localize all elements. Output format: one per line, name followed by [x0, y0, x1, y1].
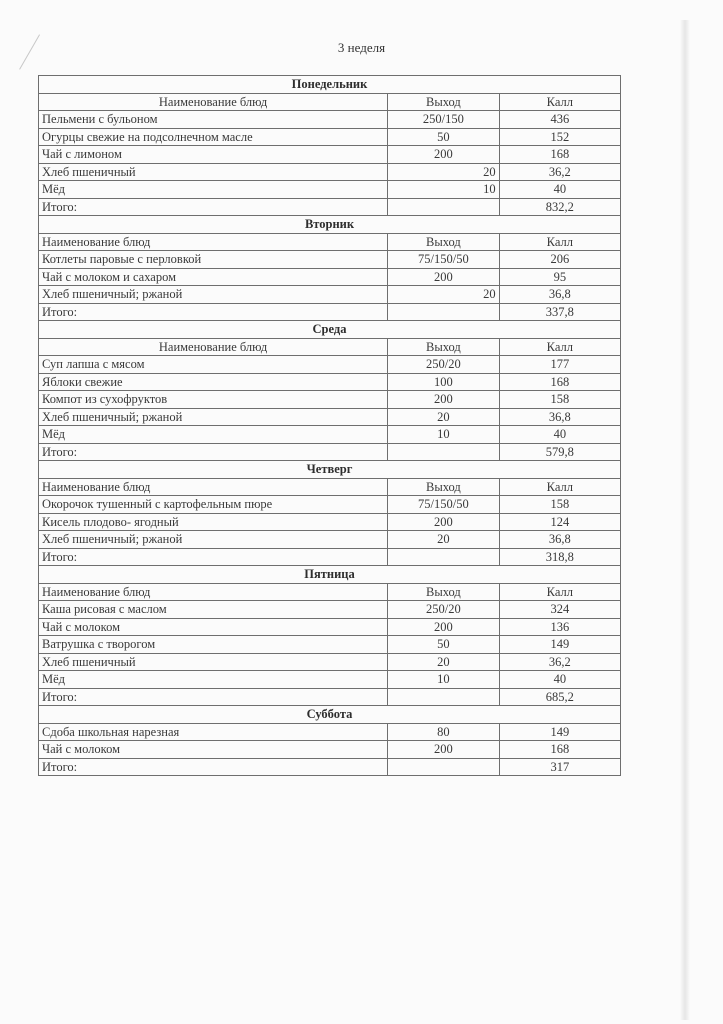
dish-output: 100 [388, 373, 500, 391]
day-heading-row [39, 706, 621, 724]
column-header-kcal: Калл [499, 338, 620, 356]
dish-kcal: 177 [499, 356, 620, 374]
dish-output: 20 [388, 408, 500, 426]
dish-kcal: 206 [499, 251, 620, 269]
dish-kcal: 168 [499, 146, 620, 164]
day-heading-row [39, 461, 621, 479]
table-row [39, 653, 621, 671]
table-row [39, 601, 621, 619]
dish-kcal: 36,2 [499, 653, 620, 671]
total-output-empty [388, 443, 500, 461]
day-heading-row [39, 566, 621, 584]
dish-output: 75/150/50 [388, 251, 500, 269]
dish-name: Пельмени с бульоном [39, 111, 388, 129]
weekly-menu-table [38, 75, 621, 776]
day-heading: Понедельник [39, 76, 621, 94]
table-row [39, 723, 621, 741]
total-label: Итого: [39, 688, 388, 706]
total-row [39, 548, 621, 566]
dish-name: Чай с молоком и сахаром [39, 268, 388, 286]
column-header-output: Выход [388, 233, 500, 251]
dish-name: Чай с молоком [39, 741, 388, 759]
table-row [39, 391, 621, 409]
dish-kcal: 40 [499, 671, 620, 689]
dish-kcal: 40 [499, 426, 620, 444]
column-header-row [39, 338, 621, 356]
dish-output: 50 [388, 636, 500, 654]
column-header-name: Наименование блюд [39, 583, 388, 601]
column-header-row [39, 233, 621, 251]
dish-name: Мёд [39, 426, 388, 444]
dish-output: 20 [388, 531, 500, 549]
total-output-empty [388, 758, 500, 776]
table-row [39, 408, 621, 426]
total-output-empty [388, 303, 500, 321]
dish-name: Чай с молоком [39, 618, 388, 636]
dish-kcal: 168 [499, 373, 620, 391]
table-row [39, 111, 621, 129]
column-header-kcal: Калл [499, 478, 620, 496]
dish-output: 200 [388, 268, 500, 286]
day-heading: Вторник [39, 216, 621, 234]
total-row [39, 758, 621, 776]
table-row [39, 671, 621, 689]
dish-kcal: 36,8 [499, 408, 620, 426]
total-output-empty [388, 548, 500, 566]
total-row [39, 198, 621, 216]
table-row [39, 618, 621, 636]
dish-output: 80 [388, 723, 500, 741]
total-label: Итого: [39, 198, 388, 216]
dish-output: 250/150 [388, 111, 500, 129]
table-row [39, 531, 621, 549]
day-heading: Среда [39, 321, 621, 339]
column-header-output: Выход [388, 478, 500, 496]
dish-output: 20 [388, 286, 500, 304]
table-row [39, 426, 621, 444]
dish-name: Яблоки свежие [39, 373, 388, 391]
dish-kcal: 124 [499, 513, 620, 531]
total-kcal: 579,8 [499, 443, 620, 461]
dish-name: Котлеты паровые с перловкой [39, 251, 388, 269]
dish-kcal: 158 [499, 496, 620, 514]
column-header-kcal: Калл [499, 93, 620, 111]
day-heading: Суббота [39, 706, 621, 724]
dish-name: Сдоба школьная нарезная [39, 723, 388, 741]
column-header-row [39, 478, 621, 496]
dish-output: 10 [388, 426, 500, 444]
day-heading: Пятница [39, 566, 621, 584]
dish-name: Ватрушка с творогом [39, 636, 388, 654]
dish-name: Каша рисовая с маслом [39, 601, 388, 619]
dish-output: 50 [388, 128, 500, 146]
table-row [39, 128, 621, 146]
table-row [39, 741, 621, 759]
dish-name: Кисель плодово- ягодный [39, 513, 388, 531]
column-header-name: Наименование блюд [39, 233, 388, 251]
page-title: 3 неделя [337, 40, 386, 55]
column-header-kcal: Калл [499, 583, 620, 601]
dish-kcal: 158 [499, 391, 620, 409]
dish-output: 200 [388, 741, 500, 759]
table-row [39, 373, 621, 391]
dish-kcal: 136 [499, 618, 620, 636]
dish-name: Суп лапша с мясом [39, 356, 388, 374]
dish-output: 200 [388, 146, 500, 164]
column-header-output: Выход [388, 93, 500, 111]
dish-name: Мёд [39, 671, 388, 689]
total-label: Итого: [39, 548, 388, 566]
total-kcal: 317 [499, 758, 620, 776]
total-output-empty [388, 198, 500, 216]
dish-kcal: 168 [499, 741, 620, 759]
dish-output: 200 [388, 391, 500, 409]
day-heading-row [39, 321, 621, 339]
dish-output: 200 [388, 513, 500, 531]
dish-name: Хлеб пшеничный [39, 163, 388, 181]
column-header-kcal: Калл [499, 233, 620, 251]
dish-kcal: 436 [499, 111, 620, 129]
dish-output: 200 [388, 618, 500, 636]
table-row [39, 181, 621, 199]
total-row [39, 688, 621, 706]
table-row [39, 268, 621, 286]
table-row [39, 163, 621, 181]
total-label: Итого: [39, 443, 388, 461]
table-row [39, 636, 621, 654]
total-row [39, 443, 621, 461]
dish-name: Компот из сухофруктов [39, 391, 388, 409]
column-header-name: Наименование блюд [39, 478, 388, 496]
dish-output: 250/20 [388, 601, 500, 619]
total-kcal: 832,2 [499, 198, 620, 216]
table-row [39, 356, 621, 374]
table-row [39, 146, 621, 164]
dish-kcal: 36,2 [499, 163, 620, 181]
dish-output: 10 [388, 671, 500, 689]
column-header-name: Наименование блюд [39, 338, 388, 356]
dish-kcal: 152 [499, 128, 620, 146]
table-row [39, 513, 621, 531]
column-header-name: Наименование блюд [39, 93, 388, 111]
column-header-row [39, 583, 621, 601]
day-heading-row [39, 216, 621, 234]
dish-output: 10 [388, 181, 500, 199]
table-row [39, 286, 621, 304]
dish-name: Хлеб пшеничный [39, 653, 388, 671]
dish-name: Хлеб пшеничный; ржаной [39, 286, 388, 304]
dish-output: 250/20 [388, 356, 500, 374]
day-heading-row [39, 76, 621, 94]
total-kcal: 337,8 [499, 303, 620, 321]
dish-output: 20 [388, 653, 500, 671]
dish-kcal: 324 [499, 601, 620, 619]
dish-kcal: 36,8 [499, 531, 620, 549]
dish-name: Мёд [39, 181, 388, 199]
dish-name: Окорочок тушенный с картофельным пюре [39, 496, 388, 514]
dish-name: Хлеб пшеничный; ржаной [39, 531, 388, 549]
total-output-empty [388, 688, 500, 706]
dish-name: Огурцы свежие на подсолнечном масле [39, 128, 388, 146]
table-row [39, 496, 621, 514]
table-row [39, 251, 621, 269]
total-label: Итого: [39, 303, 388, 321]
total-row [39, 303, 621, 321]
dish-output: 20 [388, 163, 500, 181]
dish-name: Хлеб пшеничный; ржаной [39, 408, 388, 426]
total-kcal: 318,8 [499, 548, 620, 566]
column-header-output: Выход [388, 338, 500, 356]
total-label: Итого: [39, 758, 388, 776]
total-kcal: 685,2 [499, 688, 620, 706]
dish-kcal: 95 [499, 268, 620, 286]
day-heading: Четверг [39, 461, 621, 479]
dish-kcal: 149 [499, 723, 620, 741]
dish-output: 75/150/50 [388, 496, 500, 514]
scan-edge-bleed [680, 20, 690, 1020]
dish-kcal: 36,8 [499, 286, 620, 304]
dish-kcal: 149 [499, 636, 620, 654]
column-header-row [39, 93, 621, 111]
dish-name: Чай с лимоном [39, 146, 388, 164]
dish-kcal: 40 [499, 181, 620, 199]
column-header-output: Выход [388, 583, 500, 601]
